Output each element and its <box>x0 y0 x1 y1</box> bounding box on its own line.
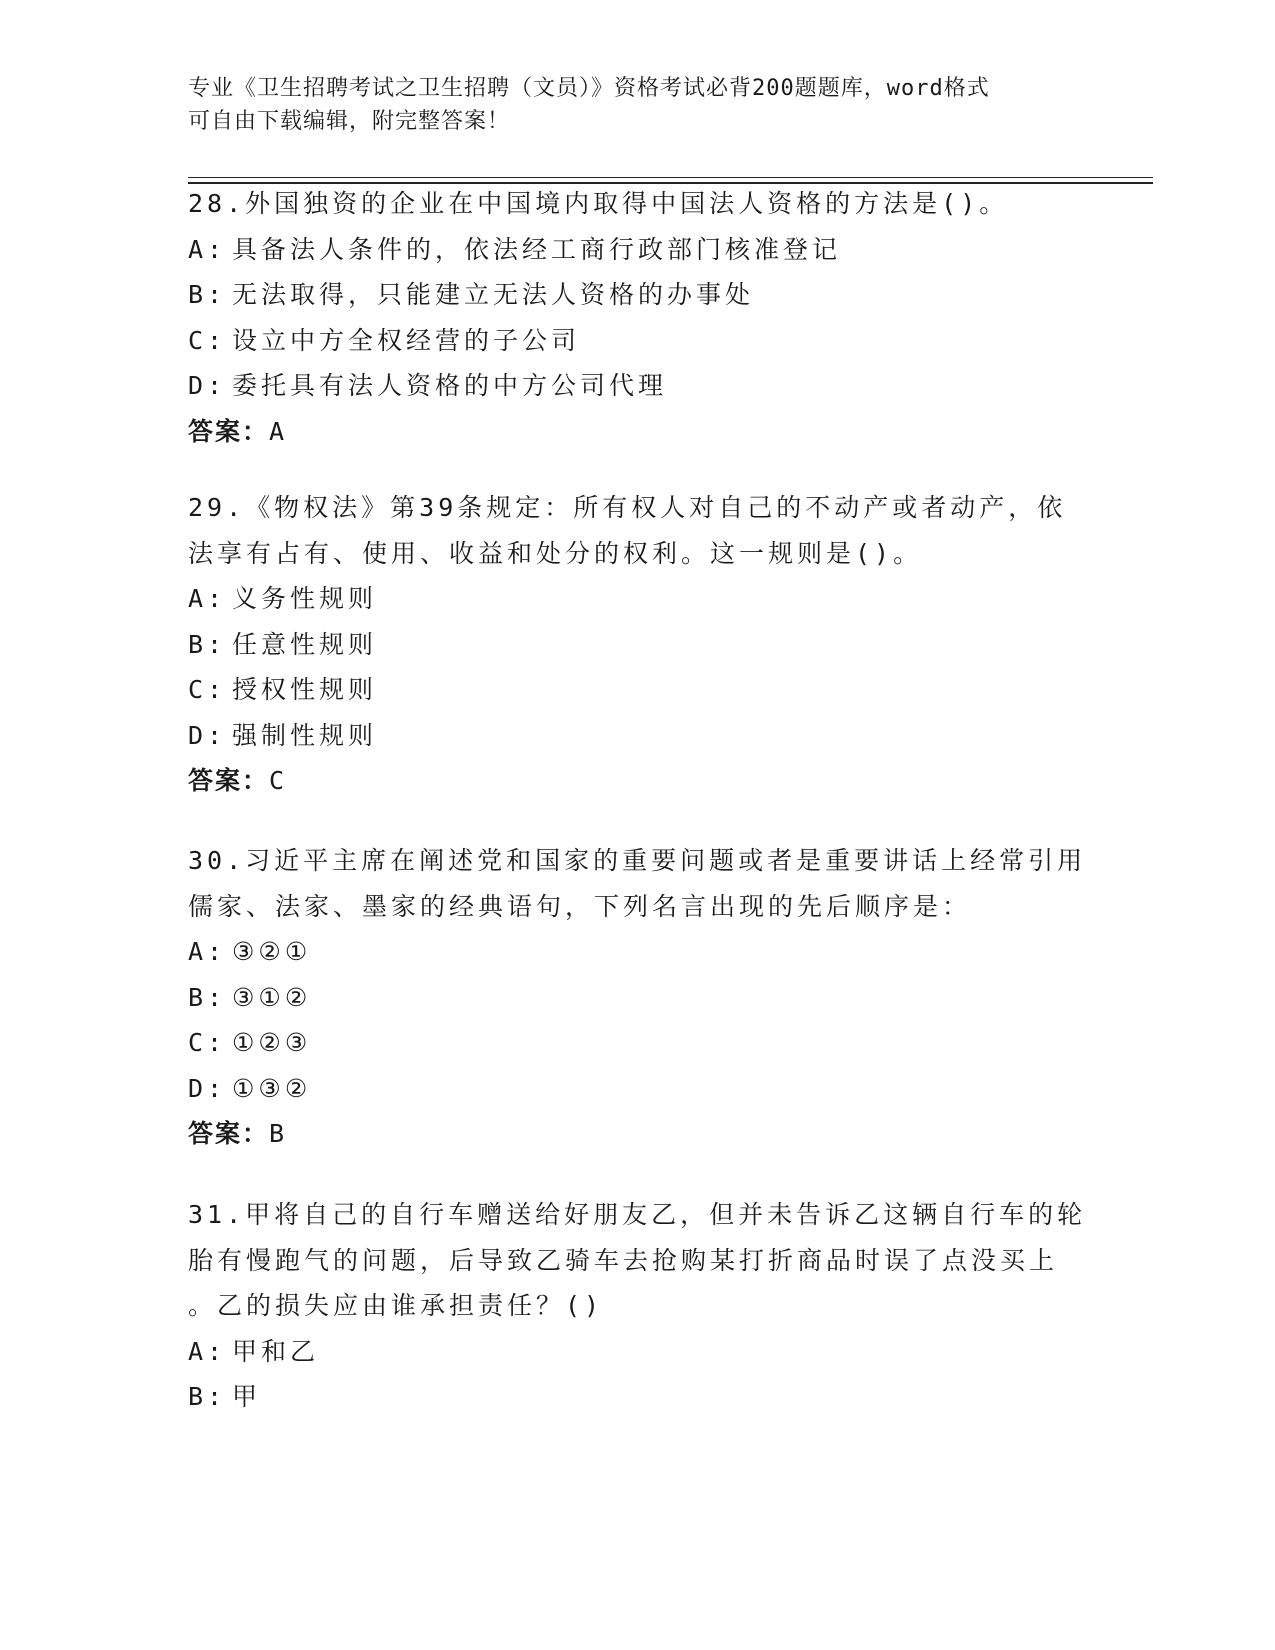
question-stem: 28.外国独资的企业在中国境内取得中国法人资格的方法是()。 <box>188 189 1009 218</box>
question-stem-line-2: 法享有占有、使用、收益和处分的权利。这一规则是()。 <box>188 538 923 568</box>
option-text: ①②③ <box>232 1028 312 1057</box>
option-label: D: <box>188 371 227 400</box>
question-stem-line-1: 30.习近平主席在阐述党和国家的重要问题或者是重要讲话上经常引用 <box>188 846 1087 875</box>
option-a <box>188 1329 1078 1375</box>
option-text: ①③② <box>232 1073 312 1103</box>
option-label: B: <box>188 629 227 659</box>
answer-label: 答案： <box>188 766 270 795</box>
option-c <box>188 1020 1078 1066</box>
option-d <box>188 713 1078 759</box>
option-label: B: <box>188 280 227 309</box>
header-line-2: 可自由下载编辑，附完整答案！ <box>188 109 511 134</box>
option-label: A: <box>188 1336 227 1366</box>
option-a <box>188 227 1078 273</box>
question-stem-line-2: 儒家、法家、墨家的经典语句，下列名言出现的先后顺序是： <box>188 891 972 921</box>
answer <box>188 409 1078 455</box>
option-b <box>188 975 1078 1021</box>
question-28 <box>188 181 1078 454</box>
option-label: D: <box>188 1073 227 1103</box>
option-text: 任意性规则 <box>232 629 378 659</box>
option-text: ③①② <box>232 982 312 1012</box>
option-text: 设立中方全权经营的子公司 <box>232 325 581 355</box>
option-b <box>188 622 1078 668</box>
option-label: B: <box>188 1382 227 1411</box>
question-stem-line-1: 29.《物权法》第39条规定：所有权人对自己的不动产或者动产，依 <box>188 493 1067 522</box>
document-header <box>188 72 1088 138</box>
option-label: D: <box>188 720 227 750</box>
option-text: 具备法人条件的，依法经工商行政部门核准登记 <box>232 234 842 264</box>
option-label: C: <box>188 1028 227 1057</box>
header-divider-top <box>188 177 1153 178</box>
option-b <box>188 1374 1078 1420</box>
option-d <box>188 1066 1078 1112</box>
answer <box>188 758 1078 804</box>
option-text: 义务性规则 <box>232 584 378 613</box>
option-b <box>188 272 1078 318</box>
option-d <box>188 363 1078 409</box>
answer <box>188 1111 1078 1157</box>
answer-value: A <box>269 416 287 446</box>
option-text: 甲和乙 <box>232 1336 320 1366</box>
answer-value: B <box>269 1119 287 1148</box>
option-label: A: <box>188 584 227 613</box>
question-stem-line-1: 31.甲将自己的自行车赠送给好朋友乙，但并未告诉乙这辆自行车的轮 <box>188 1200 1087 1229</box>
option-text: 甲 <box>232 1382 262 1411</box>
question-stem-line-3: 。乙的损失应由谁承担责任？() <box>188 1291 604 1320</box>
question-stem-line-2: 胎有慢跑气的问题，后导致乙骑车去抢购某打折商品时误了点没买上 <box>188 1245 1059 1275</box>
option-text: 委托具有法人资格的中方公司代理 <box>232 371 668 400</box>
option-label: A: <box>188 234 227 264</box>
option-c <box>188 318 1078 364</box>
option-text: 授权性规则 <box>232 675 378 704</box>
option-text: 无法取得，只能建立无法人资格的办事处 <box>232 280 755 309</box>
answer-label: 答案： <box>188 416 270 446</box>
question-30 <box>188 838 1087 1157</box>
option-text: ③②① <box>232 937 312 966</box>
question-31 <box>188 1192 1087 1420</box>
header-line-1: 专业《卫生招聘考试之卫生招聘（文员）》资格考试必背200题题库，word格式 <box>188 76 990 101</box>
answer-label: 答案： <box>188 1119 270 1148</box>
option-a <box>188 929 1078 975</box>
answer-value: C <box>269 766 287 795</box>
option-label: A: <box>188 937 227 966</box>
option-label: C: <box>188 675 227 704</box>
option-label: C: <box>188 325 227 355</box>
option-a <box>188 576 1078 622</box>
option-label: B: <box>188 982 227 1012</box>
option-c <box>188 667 1078 713</box>
question-29 <box>188 485 1078 804</box>
option-text: 强制性规则 <box>232 720 378 750</box>
